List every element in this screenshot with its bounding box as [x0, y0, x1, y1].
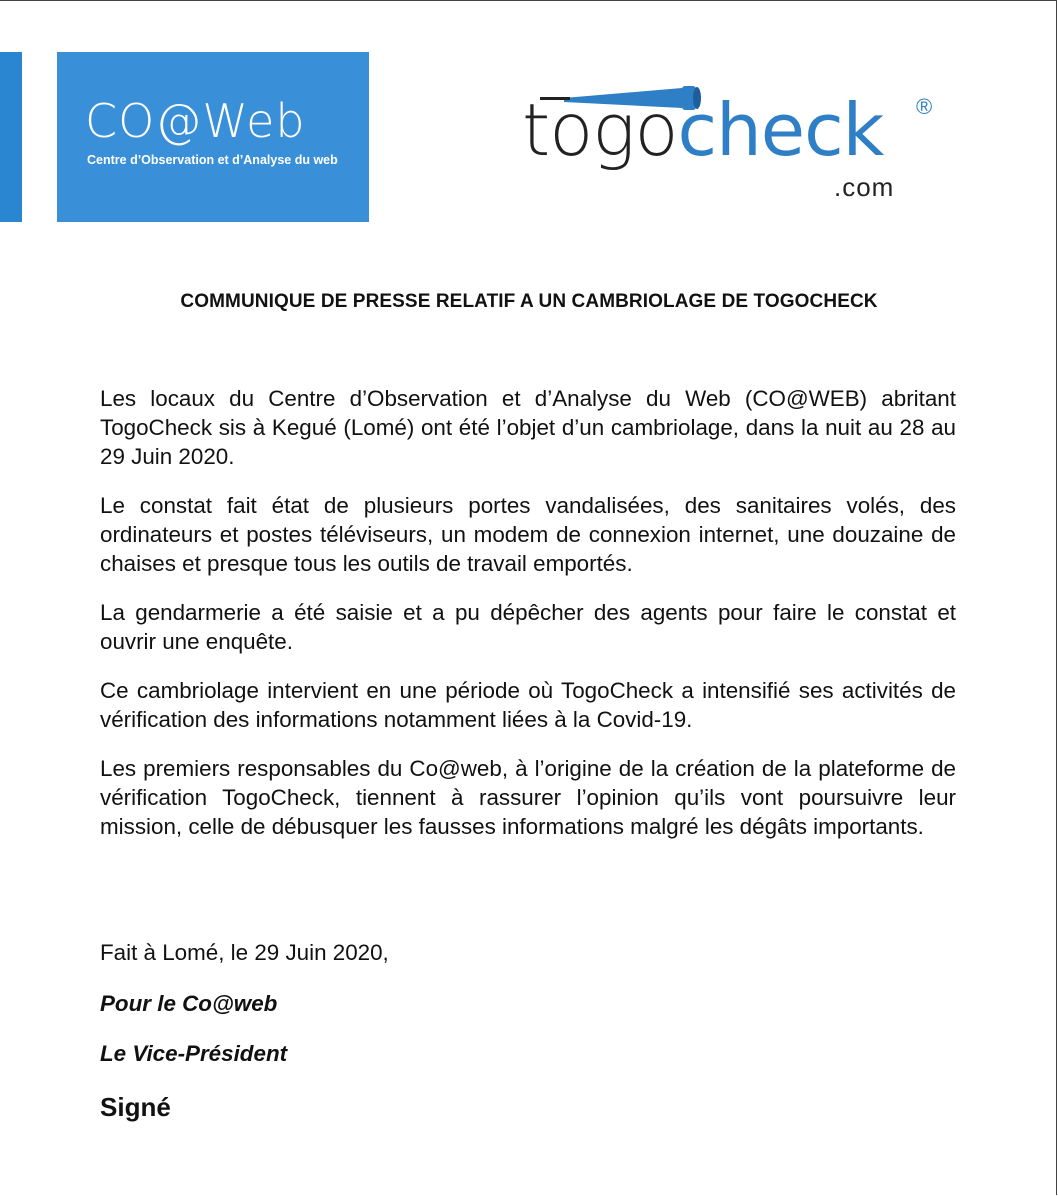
paragraph: Le constat fait état de plusieurs portes vandalisées, des sanitaires volés, des ordinateurs et postes téléviseurs, un modem de connexion internet, une douzaine de chaises et presque tous les outils de travail emportés.	[100, 493, 956, 576]
togocheck-wordmark	[522, 88, 884, 172]
paragraph: La gendarmerie a été saisie et a pu dépêcher des agents pour faire le constat et ouvrir une enquête.	[100, 600, 956, 654]
coweb-logo	[57, 52, 369, 222]
document-title: COMMUNIQUE DE PRESSE RELATIF A UN CAMBRIOLAGE DE TOGOCHECK	[180, 291, 878, 312]
coweb-logo-subtitle: Centre d’Observation et d’Analyse du web	[87, 153, 338, 167]
togocheck-logo	[522, 86, 942, 206]
date-line: Fait à Lomé, le 29 Juin 2020,	[100, 940, 389, 965]
signatory-title: Le Vice-Président	[100, 1041, 288, 1066]
signed-label: Signé	[100, 1092, 171, 1122]
paragraph: Les locaux du Centre d’Observation et d’Analyse du Web (CO@WEB) abritant TogoCheck sis à Kegué (Lomé) ont été l’objet d’un cambriolage, dans la nuit au 28 au 29 Juin 2020.	[100, 386, 956, 469]
left-blue-stripe	[0, 52, 22, 222]
registered-mark: ®	[916, 94, 933, 119]
togocheck-wordmark-togo: togo	[522, 88, 678, 172]
coweb-logo-name: CO@Web	[85, 94, 306, 148]
paragraph: Les premiers responsables du Co@web, à l’origine de la création de la plateforme de vérification TogoCheck, tiennent à rassurer l’opinion qu’ils vont poursuivre leur mission, celle de débusquer les fausses informations malgré les dégâts importants.	[100, 756, 956, 839]
paragraph: Ce cambriolage intervient en une période où TogoCheck a intensifié ses activités de vérification des informations notamment liées à la Covid-19.	[100, 678, 956, 732]
togocheck-wordmark-check: check	[677, 88, 884, 172]
document-body	[100, 384, 956, 861]
togocheck-domain: .com	[834, 172, 895, 202]
for-line: Pour le Co@web	[100, 991, 278, 1016]
